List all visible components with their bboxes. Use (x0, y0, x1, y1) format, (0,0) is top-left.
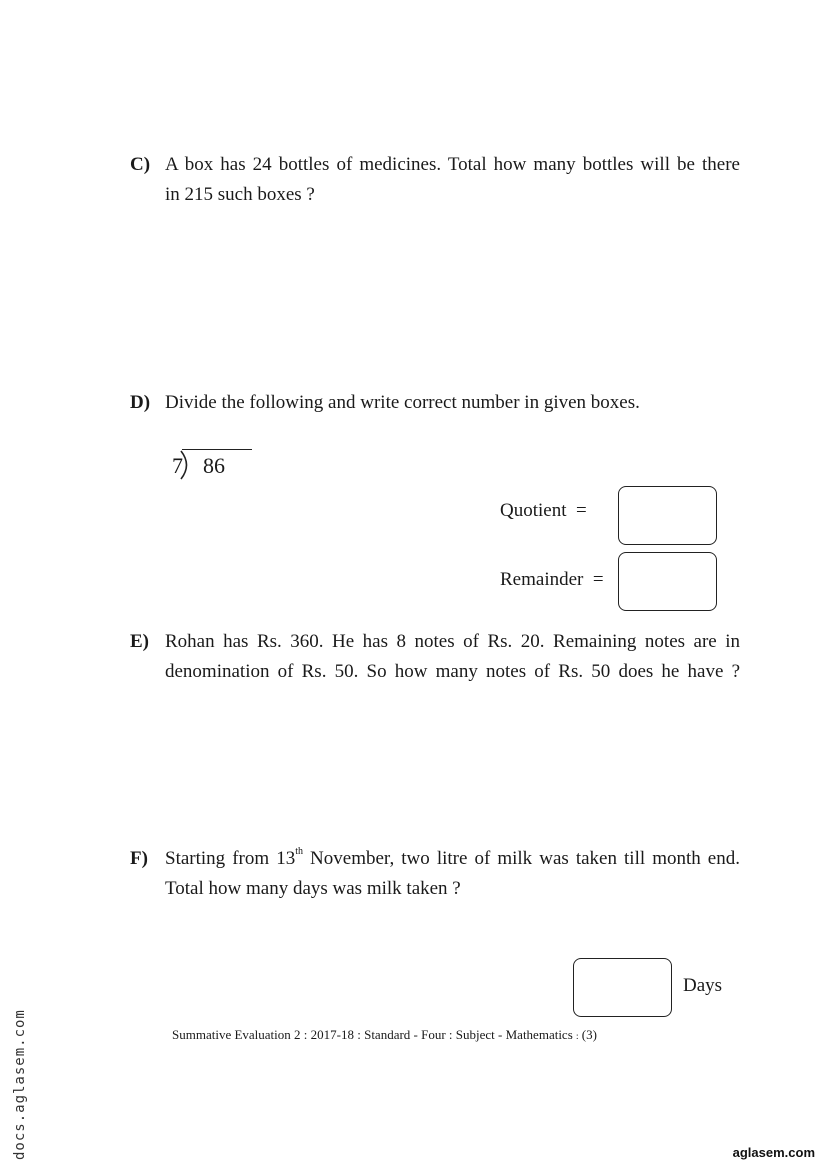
quotient-equals: = (576, 500, 587, 521)
question-e-label: E) (130, 631, 149, 652)
question-f-line1-pre: Starting from 13 (165, 848, 296, 869)
question-f-line1-sup: th (295, 845, 303, 857)
question-d (130, 388, 740, 418)
days-answer-box[interactable] (573, 958, 672, 1017)
question-d-label: D) (130, 392, 151, 413)
side-watermark: docs.aglasem.com (12, 1009, 28, 1160)
page-footer (172, 1027, 597, 1043)
question-d-line1: Divide the following and write correct number in given boxes. (165, 392, 640, 413)
question-c-label: C) (130, 154, 151, 175)
question-f-line1-post: November, two litre of milk was taken till month end. (302, 848, 740, 869)
division-bar (182, 449, 252, 450)
question-e-line1: Rohan has Rs. 360. He has 8 notes of Rs. 20. Remaining notes are in (165, 631, 740, 652)
question-f-label: F) (130, 848, 148, 869)
remainder-label (500, 569, 604, 591)
footer-separator: : (576, 1031, 579, 1041)
days-label: Days (683, 975, 723, 996)
division-bracket-icon (178, 450, 192, 480)
remainder-equals: = (592, 569, 604, 590)
footer-page-number: (3) (581, 1027, 597, 1042)
long-division (170, 448, 260, 482)
question-f-line2: Total how many days was milk taken ? (165, 878, 461, 899)
quotient-text: Quotient (500, 500, 567, 521)
quotient-answer-box[interactable] (618, 486, 717, 545)
divisor: 7 (172, 453, 183, 478)
dividend: 86 (203, 453, 225, 478)
question-f-line1 (165, 844, 740, 874)
remainder-answer-box[interactable] (618, 552, 717, 611)
question-e (130, 627, 740, 687)
question-c (130, 150, 740, 210)
question-c-line1: A box has 24 bottles of medicines. Total how many bottles will be there (165, 154, 740, 175)
question-c-line2: in 215 such boxes ? (165, 184, 315, 205)
brand-watermark: aglasem.com (732, 1145, 815, 1160)
question-f (130, 844, 740, 904)
remainder-text: Remainder (500, 569, 584, 590)
footer-text: Summative Evaluation 2 : 2017-18 : Standard - Four : Subject - Mathematics (172, 1027, 573, 1042)
question-e-line2: denomination of Rs. 50. So how many notes of Rs. 50 does he have ? (165, 661, 740, 682)
quotient-label (500, 500, 587, 522)
